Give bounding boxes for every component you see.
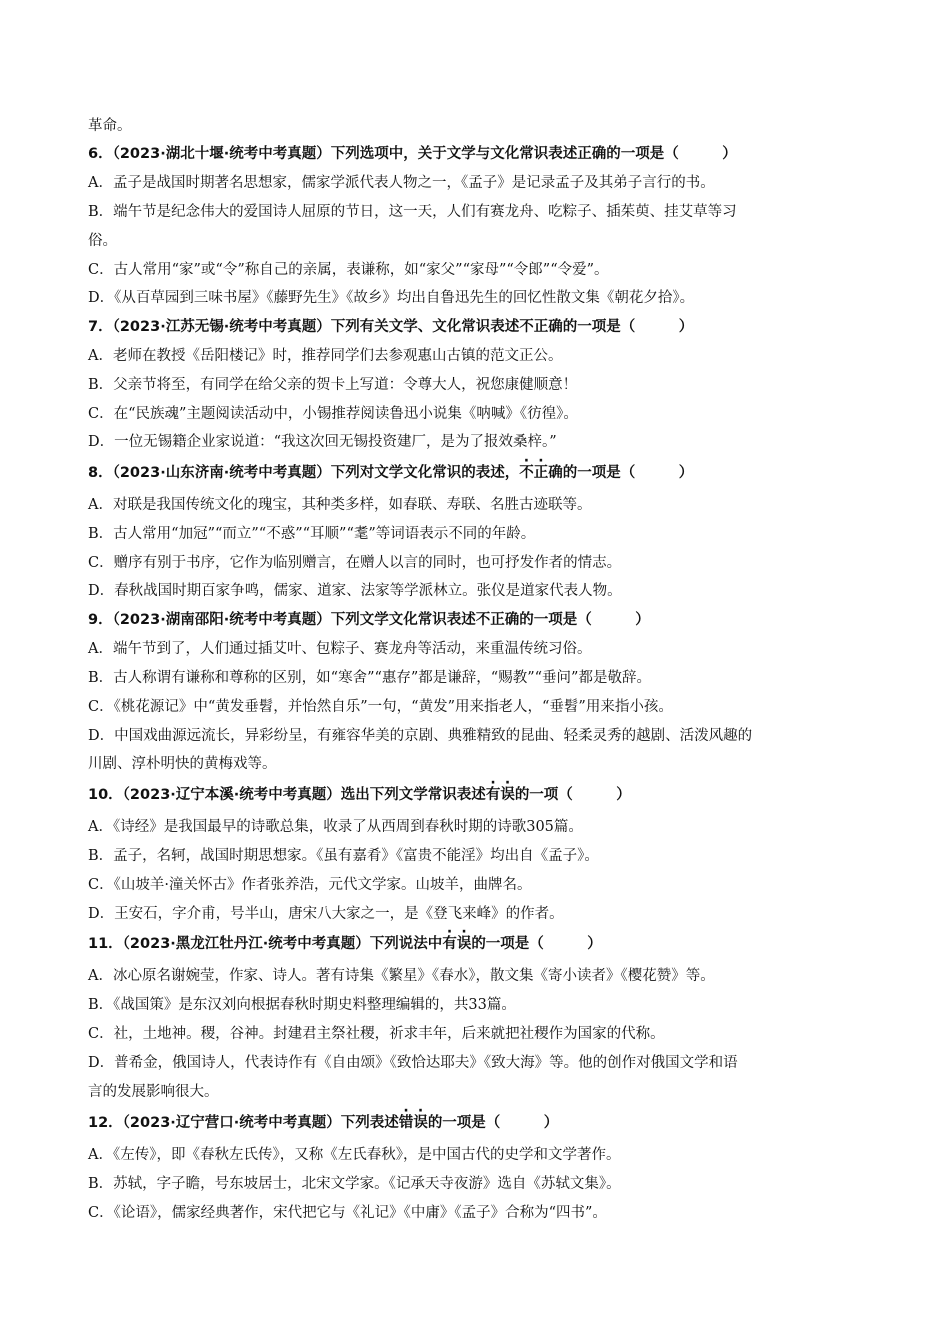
question-8-option-b: B．古人常用“加冠”“而立”“不惑”“耳顺”“耄”等词语表示不同的年龄。 [88,526,536,542]
question-10-stem-post: 的一项（ ） [514,787,631,803]
question-8-stem [88,463,868,483]
question-12-stem-post: 的一项是（ ） [427,1115,559,1131]
question-12-stem [88,1113,868,1133]
question-6-option-d: D．《从百草园到三味书屋》《藤野先生》《故乡》均出自鲁迅先生的回忆性散文集《朝花夕拾》。 [88,290,695,306]
question-11-stem-pre: 11．（2023·黑龙江牡丹江·统考中考真题）下列说法中 [88,936,443,952]
question-7-option-d: D．一位无锡籍企业家说道：“我这次回无锡投资建厂，是为了报效桑梓。” [88,434,557,450]
question-8-stem-pre: 8．（2023·山东济南·统考中考真题）下列对文学文化常识的表述， [88,465,520,481]
question-9-option-d-cont: 川剧、淳朴明快的黄梅戏等。 [88,756,277,772]
question-7-option-b: B．父亲节将至，有同学在给父亲的贺卡上写道：令尊大人，祝您康健顺意！ [88,377,578,393]
emphasis-char: 不 [519,465,534,481]
question-8-option-a: A．对联是我国传统文化的瑰宝，其种类多样，如春联、寿联、名胜古迹联等。 [88,497,592,513]
question-9-option-d: D．中国戏曲源远流长，异彩纷呈，有雍容华美的京剧、典雅精致的昆曲、轻柔灵秀的越剧、活泼风趣的 [88,728,753,744]
question-12-option-c: C．《论语》，儒家经典著作，宋代把它与《礼记》《中庸》《孟子》合称为“四书”。 [88,1205,607,1221]
question-10-option-b: B．孟子，名轲，战国时期思想家。《虽有嘉肴》《富贵不能淫》均出自《孟子》。 [88,848,599,864]
emphasis-char: 有 [442,936,457,952]
emphasis-char: 正 [533,465,549,481]
emphasis-char: 误 [413,1115,428,1131]
question-12-option-a: A．《左传》，即《春秋左氏传》，又称《左氏春秋》，是中国古代的史学和文学著作。 [88,1147,621,1163]
intro-tail: 革命。 [88,118,132,134]
question-10-stem-pre: 10．（2023·辽宁本溪·统考中考真题）选出下列文学常识表述 [88,787,486,803]
question-8-option-d: D．春秋战国时期百家争鸣，儒家、道家、法家等学派林立。张仪是道家代表人物。 [88,583,622,599]
emphasis-char: 误 [456,936,472,952]
question-6-option-a: A．孟子是战国时期著名思想家，儒家学派代表人物之一，《孟子》是记录孟子及其弟子言行的书。 [88,175,715,191]
emphasis-char: 错 [398,1115,414,1131]
question-11-stem-post: 的一项是（ ） [471,936,602,952]
question-10-option-a: A．《诗经》是我国最早的诗歌总集，收录了从西周到春秋时期的诗歌305篇。 [88,819,583,835]
question-11-option-a: A．冰心原名谢婉莹，作家、诗人。著有诗集《繁星》《春水》，散文集《寄小读者》《樱花赞》等。 [88,968,715,984]
question-7-option-c: C．在“民族魂”主题阅读活动中，小锡推荐阅读鲁迅小说集《呐喊》《彷徨》。 [88,406,578,422]
question-7-option-a: A．老师在教授《岳阳楼记》时，推荐同学们去参观惠山古镇的范文正公。 [88,348,563,364]
question-6-option-c: C．古人常用“家”或“令”称自己的亲属，表谦称，如“家父”“家母”“令郎”“令爱”。 [88,262,609,278]
question-11-option-c: C．社，土地神。稷，谷神。封建君主祭社稷，祈求丰年，后来就把社稷作为国家的代称。 [88,1026,665,1042]
question-9-option-b: B．古人称谓有谦称和尊称的区别，如“寒舍”“惠存”都是谦辞，“赐教”“垂问”都是敬辞。 [88,670,651,686]
question-11-option-b: B．《战国策》是东汉刘向根据春秋时期史料整理编辑的，共33篇。 [88,997,516,1013]
question-6-option-b-cont: 俗。 [88,233,117,249]
question-6-option-b: B．端午节是纪念伟大的爱国诗人屈原的节日，这一天，人们有赛龙舟、吃粽子、插茱萸、挂艾草等习 [88,204,737,220]
question-6-stem: 6．（2023·湖北十堰·统考中考真题）下列选项中，关于文学与文化常识表述正确的一项是（ ） [88,146,737,162]
question-11-stem [88,934,868,954]
question-9-option-c: C．《桃花源记》中“黄发垂髫，并怡然自乐”一句，“黄发”用来指老人，“垂髫”用来指小孩。 [88,699,673,715]
emphasis-char: 有 [485,787,501,803]
question-12-option-b: B．苏轼，字子瞻，号东坡居士，北宋文学家。《记承天寺夜游》选自《苏轼文集》。 [88,1176,621,1192]
question-10-stem [88,785,868,805]
question-8-stem-post: 确的一项是（ ） [548,465,694,481]
emphasis-char: 误 [500,787,515,803]
question-8-option-c: C．赠序有别于书序，它作为临别赠言，在赠人以言的同时，也可抒发作者的情志。 [88,555,622,571]
question-11-option-d-cont: 言的发展影响很大。 [88,1084,219,1100]
question-10-option-d: D．王安石，字介甫，号半山，唐宋八大家之一，是《登飞来峰》的作者。 [88,906,564,922]
question-7-stem: 7．（2023·江苏无锡·统考中考真题）下列有关文学、文化常识表述不正确的一项是（ ） [88,319,694,335]
question-9-option-a: A．端午节到了，人们通过插艾叶、包粽子、赛龙舟等活动，来重温传统习俗。 [88,641,592,657]
question-9-stem: 9．（2023·湖南邵阳·统考中考真题）下列文学文化常识表述不正确的一项是（ ） [88,612,650,628]
question-12-stem-pre: 12．（2023·辽宁营口·统考中考真题）下列表述 [88,1115,399,1131]
question-11-option-d: D．普希金，俄国诗人，代表诗作有《自由颂》《致恰达耶夫》《致大海》等。他的创作对俄国文学和语 [88,1055,738,1071]
question-10-option-c: C．《山坡羊·潼关怀古》作者张养浩，元代文学家。山坡羊，曲牌名。 [88,877,532,893]
